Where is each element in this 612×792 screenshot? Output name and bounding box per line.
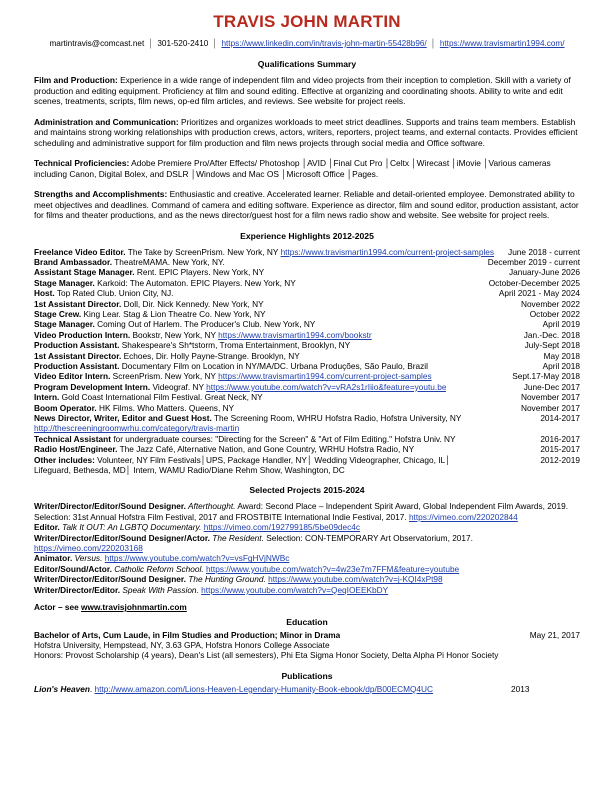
experience-desc	[34, 392, 263, 402]
project-line	[34, 543, 580, 553]
experience-date: June 2018 - current	[508, 246, 580, 257]
experience-detail: Shakespeare's Sh*tstorm, Troma Entertainment, Brooklyn, NY	[119, 340, 351, 351]
experience-date: 2014-2017	[540, 413, 580, 423]
experience-role: Stage Crew.	[34, 308, 82, 319]
candidate-name: TRAVIS JOHN MARTIN	[213, 12, 401, 31]
experience-desc	[34, 403, 234, 413]
project-title: Afterthought.	[185, 501, 236, 512]
film-text: Experience in a wide range of independent film and video projects from their inception to completion. Skill with a variety of production and editing equipment. Proficiency at film and sound editing. Effective at organizing and coordinating shoots. Ability to write and edit scenes, treatments, scripts, film news, op-ed film articles, and reviews. See website for project reels.	[34, 75, 571, 106]
separator: │	[148, 39, 154, 48]
project-detail: Selection: 31st Annual Hofstra Film Festival, 2017 and FROSTBITE International Indie Festival, 2017.	[34, 511, 409, 522]
experience-desc	[34, 455, 450, 465]
experience-date: April 2019	[542, 319, 580, 330]
experience-date: October-December 2025	[488, 277, 580, 288]
experience-desc	[34, 278, 296, 288]
experience-detail: The Take by ScreenPrism. New York, NY	[125, 246, 281, 257]
experience-row	[34, 434, 580, 444]
experience-date: November 2017	[520, 402, 580, 413]
project-link[interactable]: https://vimeo.com/192799185/5be09dec4c	[203, 522, 361, 533]
experience-role: Boom Operator.	[34, 402, 97, 413]
experience-date	[574, 423, 580, 433]
experience-role: 1st Assistant Director.	[34, 350, 122, 361]
experience-role: Video Editor Intern.	[34, 371, 111, 382]
experience-detail: King Lear. Stag & Lion Theatre Co. New York, NY	[81, 308, 266, 319]
experience-detail: Top Rated Club. Union City, NJ.	[54, 288, 174, 299]
experience-row	[34, 444, 580, 454]
experience-detail: Gold Coast International Film Festival. Great Neck, NY	[59, 392, 263, 403]
experience-link[interactable]: https://www.travismartin1994.com/bookstr	[218, 329, 372, 340]
experience-desc	[34, 371, 432, 381]
actor-label: Actor – see	[34, 602, 82, 613]
experience-role: Production Assistant.	[34, 340, 120, 351]
experience-date: 2015-2017	[540, 444, 580, 455]
actor-line	[34, 602, 580, 612]
film-production-paragraph	[34, 75, 580, 107]
experience-date: 2016-2017	[540, 433, 580, 444]
education-honors: Honors: Provost Scholarship (4 years), Dean's List (all semesters), Phi Eta Sigma Honor Society, Delta Alpha Pi Honor Society	[34, 650, 499, 661]
experience-row	[34, 247, 580, 257]
experience-desc	[34, 465, 345, 475]
project-title: Catholic Reform School.	[111, 563, 204, 574]
experience-desc	[34, 434, 456, 444]
admin-paragraph	[34, 117, 580, 149]
project-role: Writer/Director/Editor/Sound Designer/Actor.	[34, 532, 210, 543]
experience-link[interactable]: http://thescreeningroomwrhu.com/category/travis-martin	[34, 423, 240, 434]
experience-detail: HK Films. Who Matters. Queens, NY	[96, 402, 235, 413]
experience-role: Assistant Stage Manager.	[34, 267, 135, 278]
experience-desc	[34, 340, 350, 350]
project-role: Animator.	[34, 553, 73, 564]
strengths-text: Enthusiastic and creative. Accelerated learner. Reliable and detail-oriented employee. Demonstrated ability to meet objectives and deadlines. Command of camera and editing software. Experience as director, film and sound editor, production assistant, actor for films and theater productions, and as the news director/guest host for a film news radio show and website. See website for project reels.	[34, 189, 579, 220]
experience-row	[34, 413, 580, 423]
admin-label: Administration and Communication:	[34, 116, 179, 127]
project-link[interactable]: https://www.youtube.com/watch?v=4w23e7m7FFM&feature=youtube	[205, 563, 460, 574]
experience-detail: Lifeguard, Bethesda, MD│ Intern, WAMU Radio/Diane Rehm Show, Washington, DC	[34, 465, 345, 476]
experience-desc	[34, 267, 264, 277]
experience-date: 2012-2019	[540, 454, 580, 465]
experience-row	[34, 340, 580, 350]
publication-book: Lion's Heaven	[34, 683, 90, 694]
project-line	[34, 553, 580, 563]
contact-line	[34, 38, 580, 49]
publication-link[interactable]: http://www.amazon.com/Lions-Heaven-Legendary-Humanity-Book-ebook/dp/B00ECMQ4UC	[94, 683, 434, 694]
project-link[interactable]: https://vimeo.com/220203168	[34, 543, 143, 554]
publication-row: Lion's Heaven. http://www.amazon.com/Lions-Heaven-Legendary-Humanity-Book-ebook/dp/B00ECMQ4UC 2013	[34, 683, 530, 694]
strengths-label: Strengths and Accomplishments:	[34, 189, 168, 199]
experience-date: Sept.17-May 2018	[512, 371, 580, 382]
experience-date: April 2021 - May 2024	[498, 288, 580, 299]
project-detail: Award: Second Place – Independent Spirit Award, Global Independent Film Awards, 2019.	[235, 501, 569, 512]
experience-role: Video Production Intern.	[34, 329, 131, 340]
experience-row	[34, 455, 580, 465]
project-link[interactable]: https://www.youtube.com/watch?v=vsFgHVjNWBc	[104, 553, 290, 564]
actor-website-link[interactable]: www.travisjohnmartin.com	[81, 602, 187, 613]
experience-row	[34, 299, 580, 309]
experience-role: Stage Manager.	[34, 319, 95, 330]
experience-detail: Videograf. NY	[150, 381, 207, 392]
experience-date: April 2018	[542, 360, 580, 371]
experience-row	[34, 465, 580, 475]
experience-desc	[34, 413, 461, 423]
experience-desc	[34, 361, 428, 371]
experience-role: Production Assistant.	[34, 360, 120, 371]
project-title: Versus.	[72, 553, 103, 564]
experience-detail: Rent. EPIC Players. New York, NY	[134, 267, 265, 278]
project-link[interactable]: https://www.youtube.com/watch?v=j-KQI4xPt98	[268, 574, 443, 585]
projects-list	[34, 501, 580, 595]
education-school: Hofstra University, Hempstead, NY, 3.63 GPA, Hofstra Honors College Associate	[34, 639, 330, 650]
experience-desc	[34, 319, 315, 329]
experience-role: Other includes:	[34, 454, 95, 465]
experience-detail: The Jazz Café, Alternative Nation, and Gone Country, WRHU Hofstra Radio, NY	[117, 444, 415, 455]
project-link[interactable]: https://www.youtube.com/watch?v=QeqIOEEKbDY	[201, 584, 389, 595]
experience-detail: Echoes, Dir. Holly Payne-Strange. Brooklyn, NY	[121, 350, 300, 361]
degree-date: May 21, 2017	[529, 629, 580, 640]
experience-row	[34, 423, 580, 433]
project-role: Writer/Director/Editor.	[34, 584, 121, 595]
project-role: Writer/Director/Editor/Sound Designer.	[34, 501, 186, 512]
experience-detail: TheatreMAMA. New York, NY.	[112, 256, 225, 267]
experience-role: Intern.	[34, 392, 60, 403]
tech-label: Technical Proficiencies:	[34, 158, 130, 168]
experience-row	[34, 361, 580, 371]
experience-detail: Bookstr, New York, NY	[130, 329, 219, 340]
project-link[interactable]: https://vimeo.com/220202844	[408, 511, 518, 522]
film-label: Film and Production:	[34, 75, 118, 85]
experience-row	[34, 257, 580, 267]
experience-row	[34, 351, 580, 361]
experience-detail: Doll, Dir. Nick Kennedy. New York, NY	[121, 298, 264, 309]
project-line	[34, 574, 580, 584]
publication-year: 2013	[511, 683, 530, 694]
experience-detail: Coming Out of Harlem. The Producer's Club. New York, NY	[94, 319, 316, 330]
experience-detail: Documentary Film on Location in NY/MA/DC. Urbana Produções, São Paulo, Brazil	[119, 360, 428, 371]
experience-desc	[34, 309, 266, 319]
experience-row	[34, 319, 580, 329]
experience-row	[34, 288, 580, 298]
experience-detail: The Screening Room, WHRU Hofstra Radio, Hofstra University, NY	[211, 413, 462, 423]
publications-title: Publications	[281, 670, 333, 681]
experience-row	[34, 382, 580, 392]
separator: │	[430, 39, 436, 48]
education-degree-row	[34, 630, 580, 640]
experience-desc	[34, 444, 414, 454]
experience-role: Stage Manager.	[34, 277, 95, 288]
project-title: Talk It OUT: An LGBTQ Documentary.	[59, 522, 202, 533]
experience-date: Jan.-Dec. 2018	[523, 329, 580, 340]
experience-date: October 2022	[529, 308, 580, 319]
project-role: Editor/Sound/Actor.	[34, 563, 112, 574]
experience-date: July-Sept 2018	[524, 340, 580, 351]
linkedin-link[interactable]: https://www.linkedin.com/in/travis-john-martin-55428b96/	[221, 39, 427, 48]
strengths-paragraph	[34, 189, 580, 221]
experience-detail: Volunteer, NY Film Festivals│UPS, Package Handler, NY│ Wedding Videographer, Chicago, IL│	[94, 454, 451, 465]
email-link[interactable]: martintravis@comcast.net	[49, 39, 145, 48]
experience-desc	[34, 382, 446, 392]
experience-link[interactable]: https://www.travismartin1994.com/current-project-samples	[218, 371, 432, 382]
experience-detail: Karkoid: The Automaton. EPIC Players. New York, NY	[94, 277, 296, 288]
experience-date: November 2022	[520, 298, 580, 309]
experience-desc	[34, 288, 173, 298]
experience-row	[34, 267, 580, 277]
experience-desc	[34, 351, 300, 361]
experience-date: June-Dec 2017	[523, 381, 580, 392]
project-title: The Hunting Ground.	[185, 574, 266, 585]
experience-date: December 2019 - current	[487, 256, 580, 267]
experience-role: News Director, Writer, Editor and Guest Host.	[34, 413, 212, 423]
resume-page	[34, 0, 580, 694]
qualifications-title: Qualifications Summary	[257, 59, 357, 69]
project-role: Writer/Director/Editor/Sound Designer.	[34, 574, 186, 585]
experience-role: Freelance Video Editor.	[34, 246, 126, 257]
experience-row	[34, 392, 580, 402]
experience-title: Experience Highlights 2012-2025	[240, 230, 374, 241]
experience-row	[34, 371, 580, 381]
project-line	[34, 533, 580, 543]
experience-role: 1st Assistant Director.	[34, 298, 122, 309]
experience-desc	[34, 330, 372, 340]
experience-detail: ScreenPrism. New York, NY	[110, 371, 219, 382]
experience-date: November 2017	[520, 392, 580, 403]
tech-paragraph	[34, 158, 580, 179]
experience-row	[34, 278, 580, 288]
website-link[interactable]: https://www.travismartin1994.com/	[439, 39, 565, 48]
experience-detail: for undergraduate courses: "Directing for the Screen" & "Art of Film Editing." Hofstra Univ. NY	[111, 433, 456, 444]
experience-row	[34, 309, 580, 319]
experience-row	[34, 403, 580, 413]
project-title: Speak With Passion.	[120, 584, 199, 595]
project-line	[34, 522, 580, 532]
project-line	[34, 585, 580, 595]
project-detail: Selection: CON-TEMPORARY Art Observatorium, 2017.	[263, 532, 473, 543]
experience-link[interactable]: https://www.travismartin1994.com/current-project-samples	[280, 246, 495, 257]
experience-role: Program Development Intern.	[34, 381, 151, 392]
experience-link[interactable]: https://www.youtube.com/watch?v=vRA2s1rIiio&feature=youtu.be	[206, 381, 447, 392]
experience-role: Brand Ambassador.	[34, 256, 113, 267]
experience-role: Technical Assistant	[34, 433, 112, 444]
experience-desc	[34, 257, 225, 267]
education-title: Education	[286, 616, 328, 627]
admin-text: Prioritizes and organizes workloads to meet strict deadlines. Supports and trains team members. Establish and maintains strong working relationships with production crews, actors, writers, reporters, project teams, and external contacts. Provides efficient scheduling and administrative support for film production and film news projects through social media and Office software.	[34, 116, 578, 148]
experience-desc	[34, 423, 239, 433]
project-role: Editor.	[34, 522, 60, 533]
project-line	[34, 501, 580, 511]
experience-list	[34, 247, 580, 476]
experience-desc	[34, 299, 264, 309]
experience-desc	[34, 247, 494, 257]
project-line	[34, 512, 580, 522]
separator: │	[212, 39, 218, 48]
project-title: The Resident.	[209, 532, 264, 543]
experience-role: Radio Host/Engineer.	[34, 444, 118, 455]
projects-title: Selected Projects 2015-2024	[249, 485, 365, 496]
degree-text: Bachelor of Arts, Cum Laude, in Film Studies and Production; Minor in Drama	[34, 629, 341, 640]
experience-row	[34, 330, 580, 340]
phone-number: 301-520-2410	[157, 39, 209, 48]
tech-text: Adobe Premiere Pro/After Effects/ Photoshop │AVID │Final Cut Pro │Celtx │Wirecast │iMovie │Various cameras including Canon, Digital Bolex, and DSLR │Windows and Mac OS │Microsoft Office │Pages.	[34, 158, 551, 179]
project-line	[34, 564, 580, 574]
experience-date: January-June 2026	[508, 267, 580, 278]
experience-role: Host.	[34, 288, 55, 299]
experience-date: May 2018	[543, 350, 580, 361]
experience-date	[574, 465, 580, 475]
